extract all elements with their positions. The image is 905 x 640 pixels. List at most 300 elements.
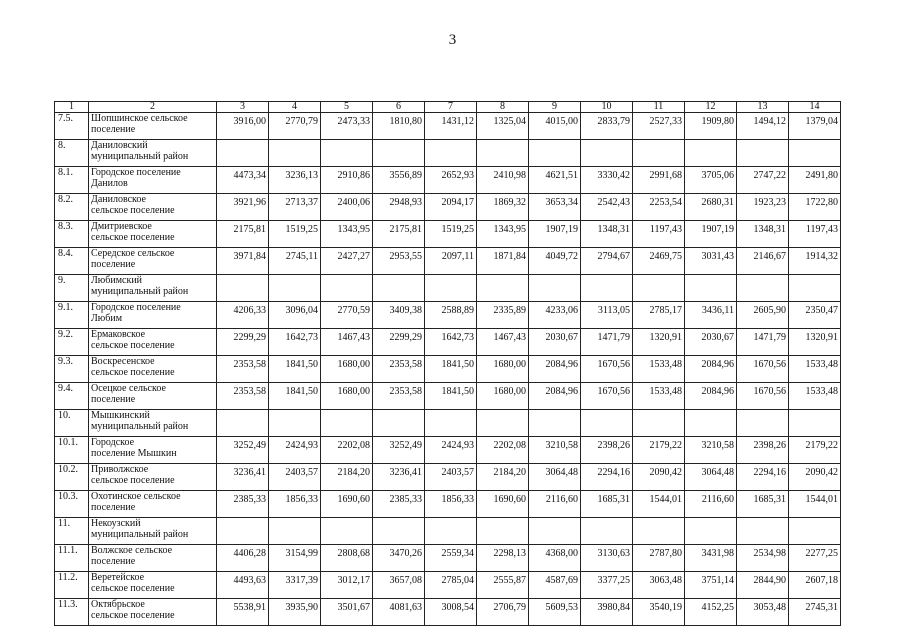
- value-cell: 1856,33: [269, 491, 321, 518]
- value-cell: 1670,56: [737, 383, 789, 410]
- table-row: [55, 248, 841, 275]
- settlement-name: Середское сельское поселение: [89, 248, 217, 275]
- value-cell: 2424,93: [269, 437, 321, 464]
- value-cell: 2605,90: [737, 302, 789, 329]
- column-header: 12: [685, 102, 737, 113]
- value-cell: 1343,95: [321, 221, 373, 248]
- value-cell: 3377,25: [581, 572, 633, 599]
- value-cell: [529, 410, 581, 437]
- value-cell: [789, 410, 841, 437]
- value-cell: 3409,38: [373, 302, 425, 329]
- settlement-name: Городское поселение Данилов: [89, 167, 217, 194]
- value-cell: 2253,54: [633, 194, 685, 221]
- value-cell: 1722,80: [789, 194, 841, 221]
- value-cell: 2559,34: [425, 545, 477, 572]
- value-cell: 2473,33: [321, 113, 373, 140]
- value-cell: 4587,69: [529, 572, 581, 599]
- value-cell: 3556,89: [373, 167, 425, 194]
- value-cell: [685, 410, 737, 437]
- value-cell: 1343,95: [477, 221, 529, 248]
- value-cell: 2953,55: [373, 248, 425, 275]
- settlement-name: Даниловское сельское поселение: [89, 194, 217, 221]
- value-cell: 2910,86: [321, 167, 373, 194]
- settlement-name: Волжское сельское поселение: [89, 545, 217, 572]
- value-cell: 1642,73: [425, 329, 477, 356]
- value-cell: 1685,31: [581, 491, 633, 518]
- value-cell: 3916,00: [217, 113, 269, 140]
- column-header: 9: [529, 102, 581, 113]
- value-cell: 1869,32: [477, 194, 529, 221]
- column-header: 4: [269, 102, 321, 113]
- value-cell: 5538,91: [217, 599, 269, 626]
- value-cell: 4493,63: [217, 572, 269, 599]
- value-cell: 3657,08: [373, 572, 425, 599]
- value-cell: [373, 275, 425, 302]
- settlement-name: Некоузский муниципальный район: [89, 518, 217, 545]
- value-cell: 2427,27: [321, 248, 373, 275]
- value-cell: 2527,33: [633, 113, 685, 140]
- tariff-table: [54, 101, 841, 626]
- value-cell: [425, 410, 477, 437]
- value-cell: 3501,67: [321, 599, 373, 626]
- value-cell: 1325,04: [477, 113, 529, 140]
- value-cell: [425, 518, 477, 545]
- value-cell: 4015,00: [529, 113, 581, 140]
- value-cell: 3436,11: [685, 302, 737, 329]
- value-cell: 1431,12: [425, 113, 477, 140]
- value-cell: 2084,96: [529, 383, 581, 410]
- settlement-name: Любимский муниципальный район: [89, 275, 217, 302]
- column-header: 11: [633, 102, 685, 113]
- value-cell: 1544,01: [789, 491, 841, 518]
- value-cell: [789, 275, 841, 302]
- value-cell: 2179,22: [789, 437, 841, 464]
- value-cell: 1670,56: [581, 356, 633, 383]
- value-cell: 3751,14: [685, 572, 737, 599]
- value-cell: 4081,63: [373, 599, 425, 626]
- table-row: [55, 518, 841, 545]
- value-cell: 1348,31: [581, 221, 633, 248]
- value-cell: 2808,68: [321, 545, 373, 572]
- value-cell: [217, 410, 269, 437]
- value-cell: 3064,48: [685, 464, 737, 491]
- value-cell: 2745,31: [789, 599, 841, 626]
- value-cell: 1642,73: [269, 329, 321, 356]
- value-cell: 1680,00: [321, 383, 373, 410]
- value-cell: 1533,48: [789, 356, 841, 383]
- value-cell: 2202,08: [321, 437, 373, 464]
- value-cell: 2534,98: [737, 545, 789, 572]
- row-index: 8.2.: [55, 194, 89, 221]
- settlement-name: Городское поселение Любим: [89, 302, 217, 329]
- value-cell: 2991,68: [633, 167, 685, 194]
- value-cell: 1810,80: [373, 113, 425, 140]
- value-cell: 1197,43: [789, 221, 841, 248]
- value-cell: 1670,56: [737, 356, 789, 383]
- value-cell: 2353,58: [373, 383, 425, 410]
- value-cell: 1680,00: [477, 356, 529, 383]
- value-cell: 2090,42: [789, 464, 841, 491]
- value-cell: [581, 275, 633, 302]
- table-row: [55, 572, 841, 599]
- value-cell: 2706,79: [477, 599, 529, 626]
- value-cell: [321, 140, 373, 167]
- value-cell: [321, 275, 373, 302]
- value-cell: 2350,47: [789, 302, 841, 329]
- value-cell: 3470,26: [373, 545, 425, 572]
- value-cell: 4152,25: [685, 599, 737, 626]
- value-cell: 2785,04: [425, 572, 477, 599]
- value-cell: 3971,84: [217, 248, 269, 275]
- value-cell: 2277,25: [789, 545, 841, 572]
- value-cell: 2179,22: [633, 437, 685, 464]
- value-cell: 1923,23: [737, 194, 789, 221]
- value-cell: 4049,72: [529, 248, 581, 275]
- value-cell: 2184,20: [321, 464, 373, 491]
- column-header: 14: [789, 102, 841, 113]
- value-cell: 2353,58: [217, 383, 269, 410]
- value-cell: 2294,16: [581, 464, 633, 491]
- value-cell: 2175,81: [373, 221, 425, 248]
- value-cell: 1841,50: [425, 356, 477, 383]
- table-row: [55, 356, 841, 383]
- value-cell: 2299,29: [217, 329, 269, 356]
- value-cell: [633, 518, 685, 545]
- value-cell: 1494,12: [737, 113, 789, 140]
- value-cell: 3935,90: [269, 599, 321, 626]
- value-cell: 2948,93: [373, 194, 425, 221]
- table-row: [55, 329, 841, 356]
- value-cell: [685, 518, 737, 545]
- value-cell: [477, 518, 529, 545]
- page-number: 3: [448, 32, 457, 48]
- value-cell: 1841,50: [269, 356, 321, 383]
- table-row: [55, 113, 841, 140]
- value-cell: [425, 275, 477, 302]
- value-cell: 2747,22: [737, 167, 789, 194]
- row-index: 10.: [55, 410, 89, 437]
- value-cell: 2410,98: [477, 167, 529, 194]
- value-cell: [321, 410, 373, 437]
- value-cell: [425, 140, 477, 167]
- value-cell: 2607,18: [789, 572, 841, 599]
- value-cell: [269, 518, 321, 545]
- row-index: 10.1.: [55, 437, 89, 464]
- value-cell: 2294,16: [737, 464, 789, 491]
- settlement-name: Охотинское сельское поселение: [89, 491, 217, 518]
- row-index: 8.4.: [55, 248, 89, 275]
- value-cell: 3431,98: [685, 545, 737, 572]
- settlement-name: Приволжское сельское поселение: [89, 464, 217, 491]
- value-cell: [685, 275, 737, 302]
- value-cell: [789, 140, 841, 167]
- value-cell: 1907,19: [529, 221, 581, 248]
- value-cell: [529, 518, 581, 545]
- value-cell: 2770,59: [321, 302, 373, 329]
- value-cell: [737, 140, 789, 167]
- value-cell: 2030,67: [529, 329, 581, 356]
- settlement-name: Октябрьское сельское поселение: [89, 599, 217, 626]
- value-cell: 2652,93: [425, 167, 477, 194]
- value-cell: 2094,17: [425, 194, 477, 221]
- value-cell: [269, 275, 321, 302]
- value-cell: 2555,87: [477, 572, 529, 599]
- value-cell: 2794,67: [581, 248, 633, 275]
- value-cell: 3064,48: [529, 464, 581, 491]
- value-cell: [373, 518, 425, 545]
- value-cell: 2833,79: [581, 113, 633, 140]
- value-cell: 3012,17: [321, 572, 373, 599]
- value-cell: [633, 275, 685, 302]
- value-cell: [529, 275, 581, 302]
- value-cell: 2097,11: [425, 248, 477, 275]
- value-cell: [737, 410, 789, 437]
- value-cell: 2084,96: [685, 383, 737, 410]
- value-cell: 4473,34: [217, 167, 269, 194]
- table-row: [55, 599, 841, 626]
- value-cell: 3053,48: [737, 599, 789, 626]
- value-cell: [685, 140, 737, 167]
- value-cell: 3330,42: [581, 167, 633, 194]
- value-cell: 1841,50: [269, 383, 321, 410]
- value-cell: 2116,60: [529, 491, 581, 518]
- value-cell: 2844,90: [737, 572, 789, 599]
- value-cell: 2299,29: [373, 329, 425, 356]
- row-index: 8.1.: [55, 167, 89, 194]
- value-cell: 2385,33: [373, 491, 425, 518]
- row-index: 11.: [55, 518, 89, 545]
- value-cell: 3210,58: [685, 437, 737, 464]
- value-cell: 3921,96: [217, 194, 269, 221]
- value-cell: [581, 518, 633, 545]
- value-cell: 2770,79: [269, 113, 321, 140]
- value-cell: 1348,31: [737, 221, 789, 248]
- row-index: 9.3.: [55, 356, 89, 383]
- value-cell: 3236,41: [217, 464, 269, 491]
- value-cell: 1690,60: [477, 491, 529, 518]
- value-cell: 5609,53: [529, 599, 581, 626]
- value-cell: 2680,31: [685, 194, 737, 221]
- value-cell: 4621,51: [529, 167, 581, 194]
- value-cell: [529, 140, 581, 167]
- value-cell: 2400,06: [321, 194, 373, 221]
- value-cell: [269, 140, 321, 167]
- value-cell: [737, 518, 789, 545]
- value-cell: 1379,04: [789, 113, 841, 140]
- value-cell: 1680,00: [321, 356, 373, 383]
- value-cell: 1670,56: [581, 383, 633, 410]
- row-index: 9.4.: [55, 383, 89, 410]
- value-cell: 2335,89: [477, 302, 529, 329]
- column-header: 6: [373, 102, 425, 113]
- value-cell: 1533,48: [633, 383, 685, 410]
- value-cell: 2116,60: [685, 491, 737, 518]
- table-row: [55, 275, 841, 302]
- settlement-name: Шопшинское сельское поселение: [89, 113, 217, 140]
- row-index: 9.: [55, 275, 89, 302]
- table-row: [55, 545, 841, 572]
- table-row: [55, 194, 841, 221]
- value-cell: 2713,37: [269, 194, 321, 221]
- table-row: [55, 410, 841, 437]
- value-cell: [477, 275, 529, 302]
- value-cell: 2424,93: [425, 437, 477, 464]
- value-cell: 1467,43: [321, 329, 373, 356]
- value-cell: 2542,43: [581, 194, 633, 221]
- table-row: [55, 437, 841, 464]
- value-cell: 1320,91: [633, 329, 685, 356]
- column-header: 2: [89, 102, 217, 113]
- value-cell: 1533,48: [633, 356, 685, 383]
- column-header: 5: [321, 102, 373, 113]
- column-header: 1: [55, 102, 89, 113]
- value-cell: 3113,05: [581, 302, 633, 329]
- value-cell: 2298,13: [477, 545, 529, 572]
- value-cell: [633, 140, 685, 167]
- value-cell: 3236,13: [269, 167, 321, 194]
- value-cell: 1519,25: [269, 221, 321, 248]
- row-index: 11.1.: [55, 545, 89, 572]
- header-row: [55, 102, 841, 113]
- value-cell: 3317,39: [269, 572, 321, 599]
- row-index: 10.2.: [55, 464, 89, 491]
- value-cell: 2787,80: [633, 545, 685, 572]
- value-cell: 1907,19: [685, 221, 737, 248]
- value-cell: 2588,89: [425, 302, 477, 329]
- value-cell: 1533,48: [789, 383, 841, 410]
- value-cell: 1841,50: [425, 383, 477, 410]
- table-row: [55, 167, 841, 194]
- value-cell: 2398,26: [581, 437, 633, 464]
- table-row: [55, 221, 841, 248]
- value-cell: 3653,34: [529, 194, 581, 221]
- value-cell: 3031,43: [685, 248, 737, 275]
- value-cell: 1909,80: [685, 113, 737, 140]
- value-cell: 2491,80: [789, 167, 841, 194]
- value-cell: 4206,33: [217, 302, 269, 329]
- value-cell: [373, 410, 425, 437]
- value-cell: 1471,79: [737, 329, 789, 356]
- value-cell: 2084,96: [685, 356, 737, 383]
- value-cell: [737, 275, 789, 302]
- value-cell: [269, 410, 321, 437]
- table-row: [55, 383, 841, 410]
- row-index: 8.3.: [55, 221, 89, 248]
- row-index: 9.1.: [55, 302, 89, 329]
- column-header: 7: [425, 102, 477, 113]
- value-cell: 1197,43: [633, 221, 685, 248]
- table-row: [55, 464, 841, 491]
- value-cell: 1685,31: [737, 491, 789, 518]
- value-cell: 3063,48: [633, 572, 685, 599]
- row-index: 8.: [55, 140, 89, 167]
- value-cell: [581, 140, 633, 167]
- table-row: [55, 302, 841, 329]
- value-cell: 3096,04: [269, 302, 321, 329]
- settlement-name: Даниловский муниципальный район: [89, 140, 217, 167]
- value-cell: 3252,49: [373, 437, 425, 464]
- settlement-name: Осецкое сельское поселение: [89, 383, 217, 410]
- value-cell: 2353,58: [373, 356, 425, 383]
- row-index: 9.2.: [55, 329, 89, 356]
- value-cell: 2184,20: [477, 464, 529, 491]
- value-cell: 2403,57: [425, 464, 477, 491]
- column-header: 3: [217, 102, 269, 113]
- row-index: 11.2.: [55, 572, 89, 599]
- row-index: 11.3.: [55, 599, 89, 626]
- value-cell: 3008,54: [425, 599, 477, 626]
- value-cell: 1519,25: [425, 221, 477, 248]
- value-cell: 2785,17: [633, 302, 685, 329]
- value-cell: 2745,11: [269, 248, 321, 275]
- row-index: 10.3.: [55, 491, 89, 518]
- value-cell: [477, 410, 529, 437]
- value-cell: 1914,32: [789, 248, 841, 275]
- value-cell: 1471,79: [581, 329, 633, 356]
- value-cell: [477, 140, 529, 167]
- value-cell: 3705,06: [685, 167, 737, 194]
- settlement-name: Ермаковское сельское поселение: [89, 329, 217, 356]
- value-cell: 3130,63: [581, 545, 633, 572]
- value-cell: 4233,06: [529, 302, 581, 329]
- column-header: 10: [581, 102, 633, 113]
- settlement-name: Воскресенское сельское поселение: [89, 356, 217, 383]
- value-cell: 3252,49: [217, 437, 269, 464]
- settlement-name: Дмитриевское сельское поселение: [89, 221, 217, 248]
- column-header: 13: [737, 102, 789, 113]
- value-cell: 2385,33: [217, 491, 269, 518]
- value-cell: 2202,08: [477, 437, 529, 464]
- value-cell: 2353,58: [217, 356, 269, 383]
- value-cell: 3210,58: [529, 437, 581, 464]
- value-cell: 2469,75: [633, 248, 685, 275]
- value-cell: 1871,84: [477, 248, 529, 275]
- value-cell: [217, 518, 269, 545]
- value-cell: [321, 518, 373, 545]
- value-cell: 2084,96: [529, 356, 581, 383]
- value-cell: [217, 140, 269, 167]
- value-cell: 2398,26: [737, 437, 789, 464]
- settlement-name: Мышкинский муниципальный район: [89, 410, 217, 437]
- value-cell: [789, 518, 841, 545]
- value-cell: 1690,60: [321, 491, 373, 518]
- value-cell: 2403,57: [269, 464, 321, 491]
- value-cell: 1544,01: [633, 491, 685, 518]
- value-cell: [373, 140, 425, 167]
- value-cell: 1467,43: [477, 329, 529, 356]
- value-cell: 4368,00: [529, 545, 581, 572]
- value-cell: 1320,91: [789, 329, 841, 356]
- value-cell: 2030,67: [685, 329, 737, 356]
- value-cell: 3236,41: [373, 464, 425, 491]
- value-cell: 1680,00: [477, 383, 529, 410]
- value-cell: 2090,42: [633, 464, 685, 491]
- settlement-name: Городское поселение Мышкин: [89, 437, 217, 464]
- value-cell: 3154,99: [269, 545, 321, 572]
- value-cell: [581, 410, 633, 437]
- column-header: 8: [477, 102, 529, 113]
- value-cell: 3980,84: [581, 599, 633, 626]
- settlement-name: Веретейское сельское поселение: [89, 572, 217, 599]
- row-index: 7.5.: [55, 113, 89, 140]
- value-cell: 2175,81: [217, 221, 269, 248]
- value-cell: 2146,67: [737, 248, 789, 275]
- value-cell: 4406,28: [217, 545, 269, 572]
- value-cell: 3540,19: [633, 599, 685, 626]
- value-cell: [217, 275, 269, 302]
- table-row: [55, 491, 841, 518]
- value-cell: [633, 410, 685, 437]
